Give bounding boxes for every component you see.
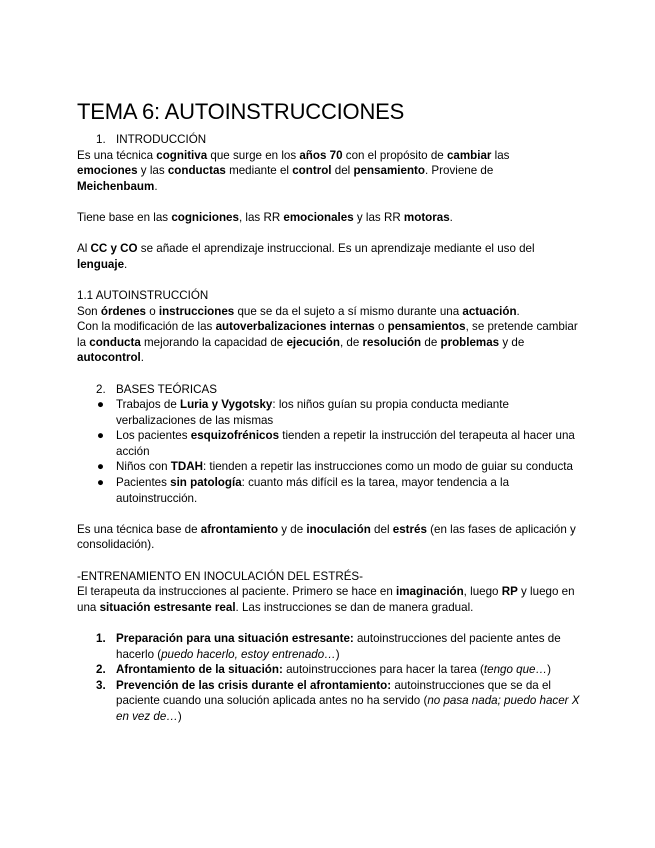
bold-term: ejecución — [286, 335, 340, 349]
text-run: Trabajos de — [116, 398, 181, 412]
autoinstruccion-paragraph-1 — [77, 304, 582, 320]
text-run: y las — [137, 164, 168, 178]
bold-term: lenguaje — [77, 257, 125, 271]
text-run: y luego en una — [77, 585, 575, 614]
italic-example: no pasa nada; puedo hacer X en vez de… — [116, 694, 580, 723]
intro-paragraph-2 — [77, 210, 582, 226]
intro-paragraph-3 — [77, 241, 582, 272]
list-item — [77, 475, 582, 506]
text-run: , las RR — [238, 210, 284, 224]
text-run: Al — [77, 242, 91, 256]
bold-term: autoverbalizaciones internas — [215, 320, 375, 334]
text-run: ) — [177, 709, 182, 723]
text-run: . — [449, 210, 453, 224]
document-body — [77, 99, 582, 725]
section-number: 1. — [96, 133, 106, 146]
text-run: (en las fases de aplicación y consolidación). — [77, 522, 576, 552]
text-run: Son — [77, 304, 101, 318]
text-run: . Las instrucciones se dan de manera gradual. — [235, 600, 474, 614]
text-run: Pacientes — [116, 476, 171, 490]
text-run: . Proviene de — [424, 164, 494, 178]
list-item — [77, 459, 582, 475]
bold-term: Prevención de las crisis durante el afrontamiento: — [116, 678, 392, 692]
spacer — [77, 553, 582, 569]
section-heading-text: INTRODUCCIÓN — [116, 133, 207, 146]
text-run: Con la modificación de las — [77, 320, 216, 334]
text-run: : cuanto más difícil es la tarea, mayor tendencia a la autoinstrucción. — [116, 476, 510, 505]
list-item — [77, 397, 582, 428]
text-run: del — [370, 522, 393, 536]
text-run: que surge en los — [207, 148, 300, 162]
bases-list — [77, 397, 582, 506]
subsection-heading-autoinstruccion: 1.1 AUTOINSTRUCCIÓN — [77, 288, 209, 302]
spacer — [77, 272, 582, 288]
text-run: . — [154, 179, 158, 193]
text-run: que se da el sujeto a sí mismo durante una — [234, 304, 463, 318]
text-run: ) — [335, 647, 340, 661]
bold-term: Meichenbaum — [77, 179, 155, 193]
text-run: Es una técnica base de — [77, 522, 201, 536]
bold-term: RP — [501, 585, 518, 599]
bold-term: problemas — [440, 335, 500, 349]
spacer — [77, 615, 582, 631]
text-run: Tiene base en las — [77, 210, 172, 224]
text-run: y de — [499, 335, 525, 349]
text-run: del — [331, 164, 354, 178]
bold-term: años 70 — [299, 148, 343, 162]
intro-paragraph-1 — [77, 148, 582, 195]
autoinstruccion-paragraph-2 — [77, 319, 582, 366]
italic-example: puedo hacerlo, estoy entrenado… — [161, 647, 336, 661]
text-run: o — [145, 304, 159, 318]
text-run: autoinstrucciones para hacer la tarea ( — [282, 663, 484, 677]
text-run: ) — [547, 663, 551, 677]
list-item — [77, 631, 582, 662]
text-run: mediante el — [225, 164, 293, 178]
bold-term: esquizofrénicos — [190, 429, 280, 443]
text-run: se añade el aprendizaje instruccional. Es un aprendizaje mediante el uso del — [137, 242, 535, 256]
bold-term: control — [292, 164, 332, 178]
bold-term: autocontrol — [77, 351, 141, 365]
section-number: 2. — [96, 382, 106, 396]
spacer — [77, 226, 582, 242]
bold-term: sin patología — [170, 476, 242, 490]
bold-term: órdenes — [100, 304, 146, 318]
bold-term: inoculación — [306, 522, 371, 536]
text-run: . — [516, 304, 520, 318]
bold-term: Luria y Vygotsky — [180, 398, 273, 412]
text-run: autoinstrucciones del paciente antes de hacerlo ( — [116, 632, 561, 661]
bold-term: pensamientos — [387, 320, 466, 334]
entrenamiento-paragraph — [77, 584, 582, 615]
subsection-heading-entrenamiento: -ENTRENAMIENTO EN INOCULACIÓN DEL ESTRÉS- — [77, 569, 364, 583]
text-run: con el propósito de — [342, 148, 447, 162]
bases-paragraph — [77, 522, 582, 553]
bullet-icon: ● — [97, 429, 105, 443]
step-number: 3. — [96, 678, 106, 692]
bold-term: Preparación para una situación estresante: — [116, 632, 354, 645]
step-number: 2. — [96, 663, 106, 677]
bold-term: afrontamiento — [200, 522, 279, 536]
text-run: o — [374, 320, 388, 334]
text-run: de — [421, 335, 441, 349]
section-heading-introduccion — [77, 132, 582, 148]
text-run: : los niños guían su propia conducta mediante verbalizaciones de las mismas — [116, 398, 509, 427]
bullet-icon: ● — [97, 398, 105, 412]
text-run: . — [140, 351, 144, 365]
bold-term: actuación — [462, 304, 517, 318]
section-heading-text: BASES TEÓRICAS — [116, 382, 217, 396]
bold-term: conductas — [167, 164, 226, 178]
bold-term: conducta — [89, 335, 141, 349]
spacer — [77, 194, 582, 210]
text-run: , de — [339, 335, 363, 349]
text-run: mejorando la capacidad de — [140, 335, 287, 349]
text-run: : tienden a repetir las instrucciones como un modo de guiar su conducta — [202, 460, 573, 474]
bold-term: emocionales — [283, 210, 354, 224]
bold-term: pensamiento — [353, 164, 425, 178]
list-item — [77, 662, 582, 678]
section-heading-bases-teoricas — [77, 382, 582, 398]
bold-term: cognitiva — [156, 148, 208, 162]
bold-term: imaginación — [396, 585, 464, 599]
spacer — [77, 366, 582, 382]
bold-term: Afrontamiento de la situación: — [116, 663, 283, 677]
step-number: 1. — [96, 632, 106, 645]
bold-term: estrés — [392, 522, 427, 536]
text-run: Es una técnica — [77, 148, 157, 162]
text-run: y de — [278, 522, 307, 536]
text-run: , se pretende cambiar la — [77, 320, 578, 349]
text-run: . — [124, 257, 128, 271]
text-run: Los pacientes — [116, 429, 191, 443]
page-title: TEMA 6: AUTOINSTRUCCIONES — [77, 99, 405, 124]
bullet-icon: ● — [97, 476, 105, 490]
steps-list — [77, 631, 582, 725]
text-run: tienden a repetir la instrucción del terapeuta al hacer una acción — [116, 429, 575, 458]
bold-term: resolución — [362, 335, 422, 349]
bold-term: instrucciones — [158, 304, 235, 318]
bullet-icon: ● — [97, 460, 105, 474]
list-item — [77, 428, 582, 459]
bold-term: situación estresante real — [99, 600, 236, 614]
text-run: El terapeuta da instrucciones al paciente. Primero se hace en — [77, 585, 397, 599]
text-run: las — [491, 148, 510, 162]
text-run: Niños con — [116, 460, 171, 474]
bold-term: motoras — [403, 210, 450, 224]
bold-term: emociones — [77, 164, 138, 178]
list-item — [77, 678, 582, 725]
italic-example: tengo que… — [483, 663, 548, 677]
text-run: , luego — [463, 585, 502, 599]
text-run: autoinstrucciones que se da el paciente cuando una solución aplicada antes no ha servido ( — [116, 678, 551, 708]
bold-term: cogniciones — [171, 210, 239, 224]
bold-term: CC y CO — [90, 242, 138, 256]
bold-term: cambiar — [446, 148, 492, 162]
bold-term: TDAH — [170, 460, 203, 474]
spacer — [77, 506, 582, 522]
text-run: y las RR — [353, 210, 404, 224]
